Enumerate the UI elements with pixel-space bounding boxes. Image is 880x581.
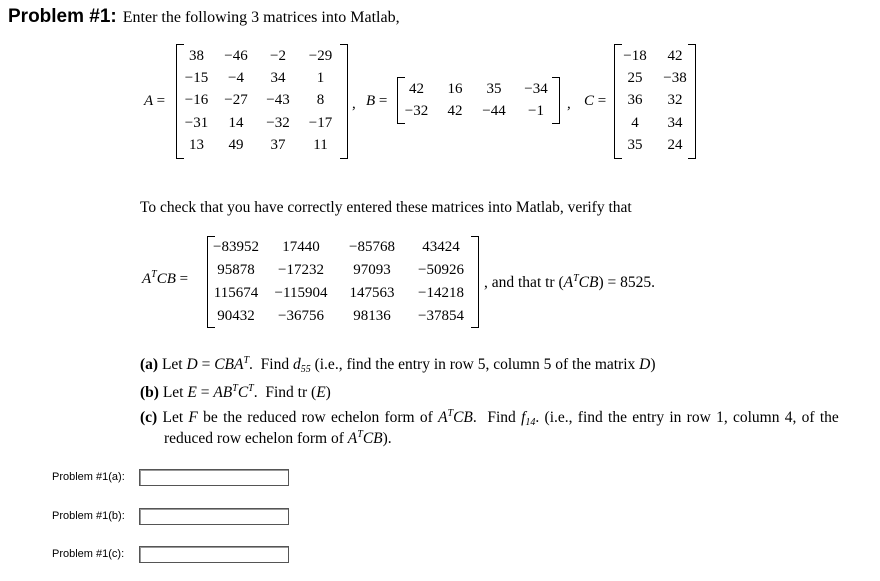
matrix-cell: −17 — [308, 114, 333, 131]
matrix-cell: −29 — [308, 47, 333, 64]
matrix-cell: −83952 — [213, 239, 259, 255]
trace-statement: , and that tr $(A^TCB) = 8525$. — [484, 273, 656, 291]
answer-input-c[interactable] — [139, 546, 289, 563]
comma-separator: , — [352, 96, 356, 112]
matrix-cell: −1 — [528, 102, 544, 119]
matrix-cell: −31 — [184, 114, 209, 131]
answer-label-a: Problem #1(a): — [52, 471, 125, 483]
problem-instruction: Enter the following 3 matrices into Matlab, — [122, 9, 400, 26]
matrix-cell: −34 — [524, 81, 548, 98]
matrix-cell: −2 — [270, 47, 286, 64]
problem-header — [8, 6, 400, 28]
check-intro: To check that you have correctly entered these matrices into Matlab, verify that — [140, 199, 632, 216]
part-c-continued: reduced row echelon form of $A^TCB$). — [164, 429, 392, 447]
product-label: $A^TCB$ = — [142, 269, 189, 287]
matrix-cell: 17440 — [282, 239, 320, 255]
part-c: (c) Let F be the reduced row echelon form of $A^TCB$. Find $f_{14}$. (i.e., find the entry in row 1, column 4, of the — [140, 408, 839, 428]
matrix-cell: −17232 — [278, 262, 324, 278]
matrix-cell: −44 — [482, 102, 506, 119]
matrix-cell: 14 — [228, 114, 244, 131]
answer-label-b: Problem #1(b): — [52, 510, 125, 522]
matrix-cell: 35 — [627, 137, 643, 154]
matrix-cell: 11 — [313, 137, 328, 154]
matrix-cell: −4 — [228, 70, 244, 87]
matrix-cell: 38 — [189, 47, 204, 64]
matrix-cell: 42 — [409, 81, 424, 98]
matrix-cell: 43424 — [422, 239, 460, 255]
matrix-cell: −32 — [404, 102, 429, 119]
matrix-cell: 95878 — [217, 262, 255, 278]
matrix-cell: −37854 — [418, 308, 464, 324]
problem-title: Problem #1: — [8, 6, 117, 27]
matrix-cell: −15 — [184, 70, 209, 87]
matrix-cell: −36756 — [278, 308, 324, 324]
matrix-cell: −18 — [623, 47, 647, 64]
matrix-c-label: C = — [584, 93, 607, 109]
matrix-cell: −115904 — [274, 285, 328, 301]
matrix-cell: 98136 — [353, 308, 391, 324]
matrix-cell: 97093 — [353, 262, 391, 278]
matrix-c — [614, 44, 696, 159]
matrix-cell: 36 — [627, 92, 643, 109]
matrix-a — [176, 44, 348, 159]
matrix-b — [397, 77, 560, 124]
matrix-cell: 24 — [667, 137, 683, 154]
product-matrix — [207, 236, 479, 328]
matrix-cell: −14218 — [418, 285, 464, 301]
matrix-cell: −46 — [224, 47, 248, 64]
matrix-cell: 34 — [270, 70, 286, 87]
matrix-b-label: B = — [366, 93, 388, 109]
matrix-cell: −32 — [266, 114, 290, 131]
matrix-cell: 35 — [486, 81, 502, 98]
matrix-cell: 25 — [627, 70, 643, 87]
matrix-cell: 8 — [316, 92, 325, 109]
matrix-cell: 42 — [667, 47, 683, 64]
matrix-cell: 34 — [667, 114, 683, 131]
matrix-a-label: A = — [144, 93, 166, 109]
matrix-cell: 42 — [447, 102, 463, 119]
matrix-cell: −85768 — [349, 239, 395, 255]
matrix-cell: 1 — [316, 70, 325, 87]
part-a: (a) Let $D = CBA^T$. Find $d_{55}$ (i.e., find the entry in row 5, column 5 of the matrix D) — [140, 355, 656, 375]
answer-label-c: Problem #1(c): — [52, 548, 125, 560]
matrix-cell: 115674 — [213, 285, 259, 301]
comma-separator: , — [567, 96, 571, 112]
matrix-cell: 90432 — [217, 308, 255, 324]
matrix-cell: 37 — [270, 137, 286, 154]
matrix-cell: −43 — [266, 92, 290, 109]
matrix-cell: 4 — [631, 114, 639, 131]
matrix-cell: 32 — [667, 92, 683, 109]
matrix-cell: −38 — [663, 70, 687, 87]
matrix-cell: 16 — [447, 81, 463, 98]
matrix-cell: −50926 — [418, 262, 464, 278]
answer-input-a[interactable] — [139, 469, 289, 486]
answer-input-b[interactable] — [139, 508, 289, 525]
part-b: (b) Let $E = AB^TC^T$. Find tr (E) — [140, 383, 331, 401]
matrix-cell: 147563 — [349, 285, 395, 301]
matrix-cell: −16 — [184, 92, 209, 109]
matrix-cell: −27 — [224, 92, 248, 109]
matrix-cell: 13 — [189, 137, 204, 154]
matrix-cell: 49 — [228, 137, 244, 154]
